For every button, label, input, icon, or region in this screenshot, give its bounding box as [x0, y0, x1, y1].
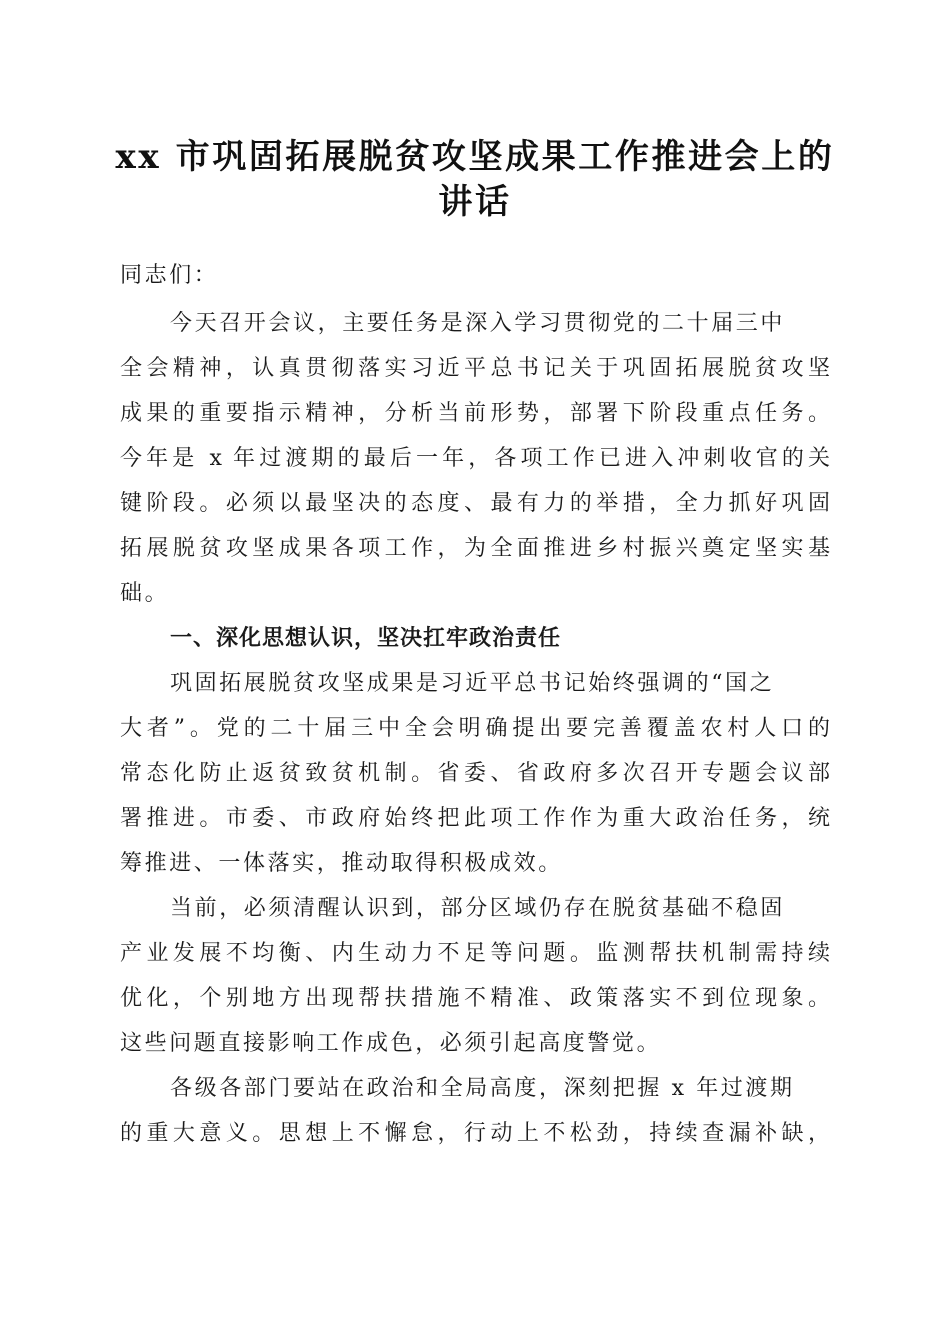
paragraph-line: 署推进。市委、市政府始终把此项工作作为重大政治任务，统 — [120, 806, 830, 831]
paragraph-section1-2 — [120, 886, 830, 1066]
paragraph-line: 各级各部门要站在政治和全局高度，深刻把握 x 年过渡期 — [170, 1076, 795, 1101]
section-heading: 一、深化思想认识，坚决扛牢政治责任 — [170, 626, 562, 651]
paragraph-intro — [120, 301, 830, 616]
paragraph-line: 成果的重要指示精神，分析当前形势，部署下阶段重点任务。 — [120, 401, 830, 426]
paragraph-line: 巩固拓展脱贫攻坚成果是习近平总书记始终强调的“国之 — [170, 671, 775, 696]
paragraph-line: 产业发展不均衡、内生动力不足等问题。监测帮扶机制需持续 — [120, 941, 830, 966]
paragraph-section1-1 — [120, 661, 830, 886]
document-body — [120, 253, 830, 1156]
paragraph-line: 优化，个别地方出现帮扶措施不精准、政策落实不到位现象。 — [120, 986, 830, 1011]
salutation: 同志们： — [120, 263, 219, 288]
paragraph-line: 全会精神，认真贯彻落实习近平总书记关于巩固拓展脱贫攻坚 — [120, 356, 830, 381]
paragraph-line: 大者”。党的二十届三中全会明确提出要完善覆盖农村人口的 — [120, 716, 830, 741]
title-line: xx 市巩固拓展脱贫攻坚成果工作推进会上的 — [115, 137, 835, 177]
paragraph-line: 这些问题直接影响工作成色，必须引起高度警觉。 — [120, 1031, 662, 1056]
paragraph-line: 常态化防止返贫致贫机制。省委、省政府多次召开专题会议部 — [120, 761, 830, 786]
document-title — [100, 135, 850, 225]
paragraph-line: 当前，必须清醒认识到，部分区域仍存在脱贫基础不稳固 — [170, 896, 786, 921]
paragraph-line: 础。 — [120, 581, 170, 606]
paragraph-line: 今天召开会议，主要任务是深入学习贯彻党的二十届三中 — [170, 311, 786, 336]
paragraph-section1-3 — [120, 1066, 830, 1156]
paragraph-line: 筹推进、一体落实，推动取得积极成效。 — [120, 851, 563, 876]
paragraph-line: 今年是 x 年过渡期的最后一年，各项工作已进入冲刺收官的关 — [120, 446, 830, 471]
paragraph-line: 的重大意义。思想上不懈怠，行动上不松劲，持续查漏补缺， — [120, 1121, 830, 1146]
title-line: 讲话 — [438, 182, 512, 222]
paragraph-line: 键阶段。必须以最坚决的态度、最有力的举措，全力抓好巩固 — [120, 491, 830, 516]
paragraph-line: 拓展脱贫攻坚成果各项工作，为全面推进乡村振兴奠定坚实基 — [120, 536, 830, 561]
